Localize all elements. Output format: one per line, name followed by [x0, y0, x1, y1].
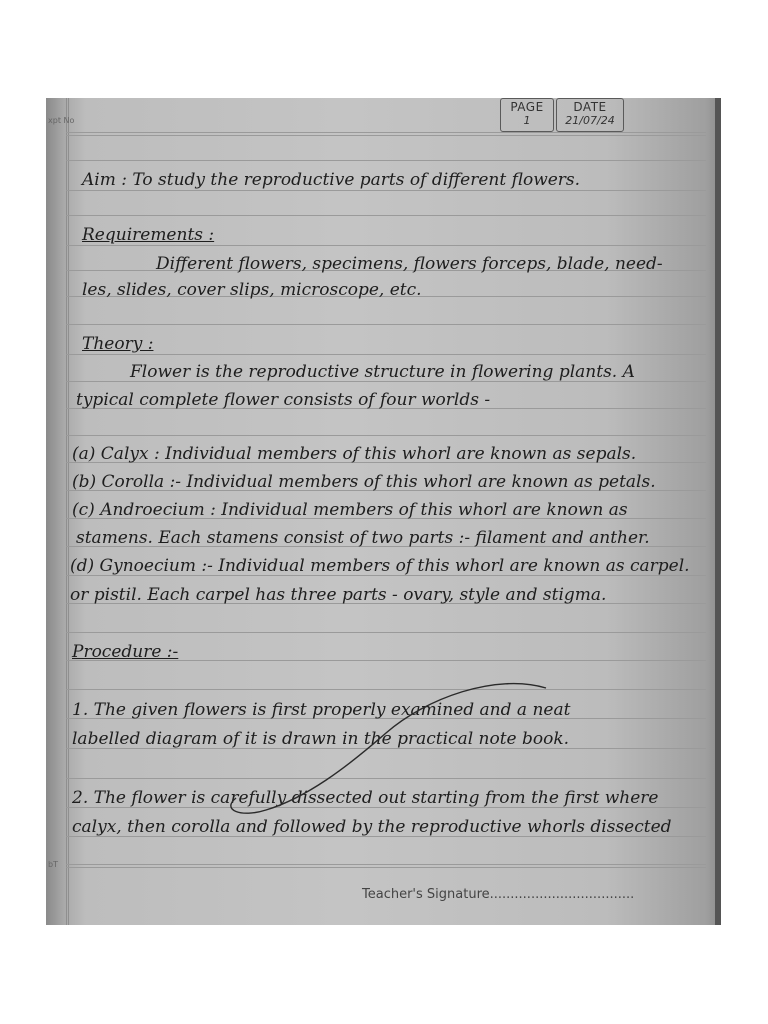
requirements-line-2: les, slides, cover slips, microscope, etc. [82, 280, 422, 300]
ruled-line [66, 132, 706, 133]
edge-text-bottom: bT [48, 860, 58, 869]
androecium-line-2: stamens. Each stamens consist of two parts :- filament and anther. [76, 528, 650, 548]
ruled-line [66, 190, 706, 191]
ruled-line [66, 867, 706, 868]
aim-line: Aim : To study the reproductive parts of different flowers. [82, 170, 581, 190]
ruled-line [66, 324, 706, 325]
date-box [556, 98, 624, 132]
requirements-line-1: Different flowers, specimens, flowers forceps, blade, need- [156, 254, 663, 274]
date-label: DATE [573, 100, 607, 114]
ruled-line [66, 632, 706, 633]
notebook-page [46, 98, 721, 925]
ruled-line [66, 215, 706, 216]
corolla-line: (b) Corolla :- Individual members of this whorl are known as petals. [72, 472, 656, 492]
date-value: 21/07/24 [565, 114, 615, 127]
androecium-line-1: (c) Androecium : Individual members of this whorl are known as [72, 500, 628, 520]
step-2-line-2: calyx, then corolla and followed by the reproductive whorls dissected [72, 817, 672, 837]
step-1-line-2: labelled diagram of it is drawn in the practical note book. [72, 729, 570, 749]
page-number-box [500, 98, 554, 132]
ruled-line [66, 354, 706, 355]
ruled-line [66, 245, 706, 246]
theory-line-1: Flower is the reproductive structure in flowering plants. A [130, 362, 635, 382]
ruled-line [66, 435, 706, 436]
requirements-heading: Requirements : [82, 225, 215, 245]
step-2-line-1: 2. The flower is carefully dissected out starting from the first where [72, 788, 659, 808]
gynoecium-line-1: (d) Gynoecium :- Individual members of this whorl are known as carpel. [70, 556, 690, 576]
ruled-line [66, 160, 706, 161]
theory-heading: Theory : [82, 334, 154, 354]
step-1-line-1: 1. The given flowers is first properly examined and a neat [72, 700, 571, 720]
calyx-line: (a) Calyx : Individual members of this whorl are known as sepals. [72, 444, 637, 464]
theory-line-2: typical complete flower consists of four worlds - [76, 390, 491, 410]
left-margin-line [66, 98, 67, 925]
ruled-line [66, 864, 706, 865]
procedure-heading: Procedure :- [72, 642, 179, 662]
ruled-line [66, 135, 706, 136]
page-edge-shadow [715, 98, 721, 925]
page-label: PAGE [510, 100, 544, 114]
pen-scribble [196, 678, 556, 828]
page-number: 1 [523, 114, 531, 127]
teacher-signature: Teacher's Signature................................... [362, 887, 635, 902]
left-margin-line-inner [68, 98, 69, 925]
gynoecium-line-2: or pistil. Each carpel has three parts - ovary, style and stigma. [70, 585, 607, 605]
edge-text-top: xpt No [48, 116, 75, 125]
